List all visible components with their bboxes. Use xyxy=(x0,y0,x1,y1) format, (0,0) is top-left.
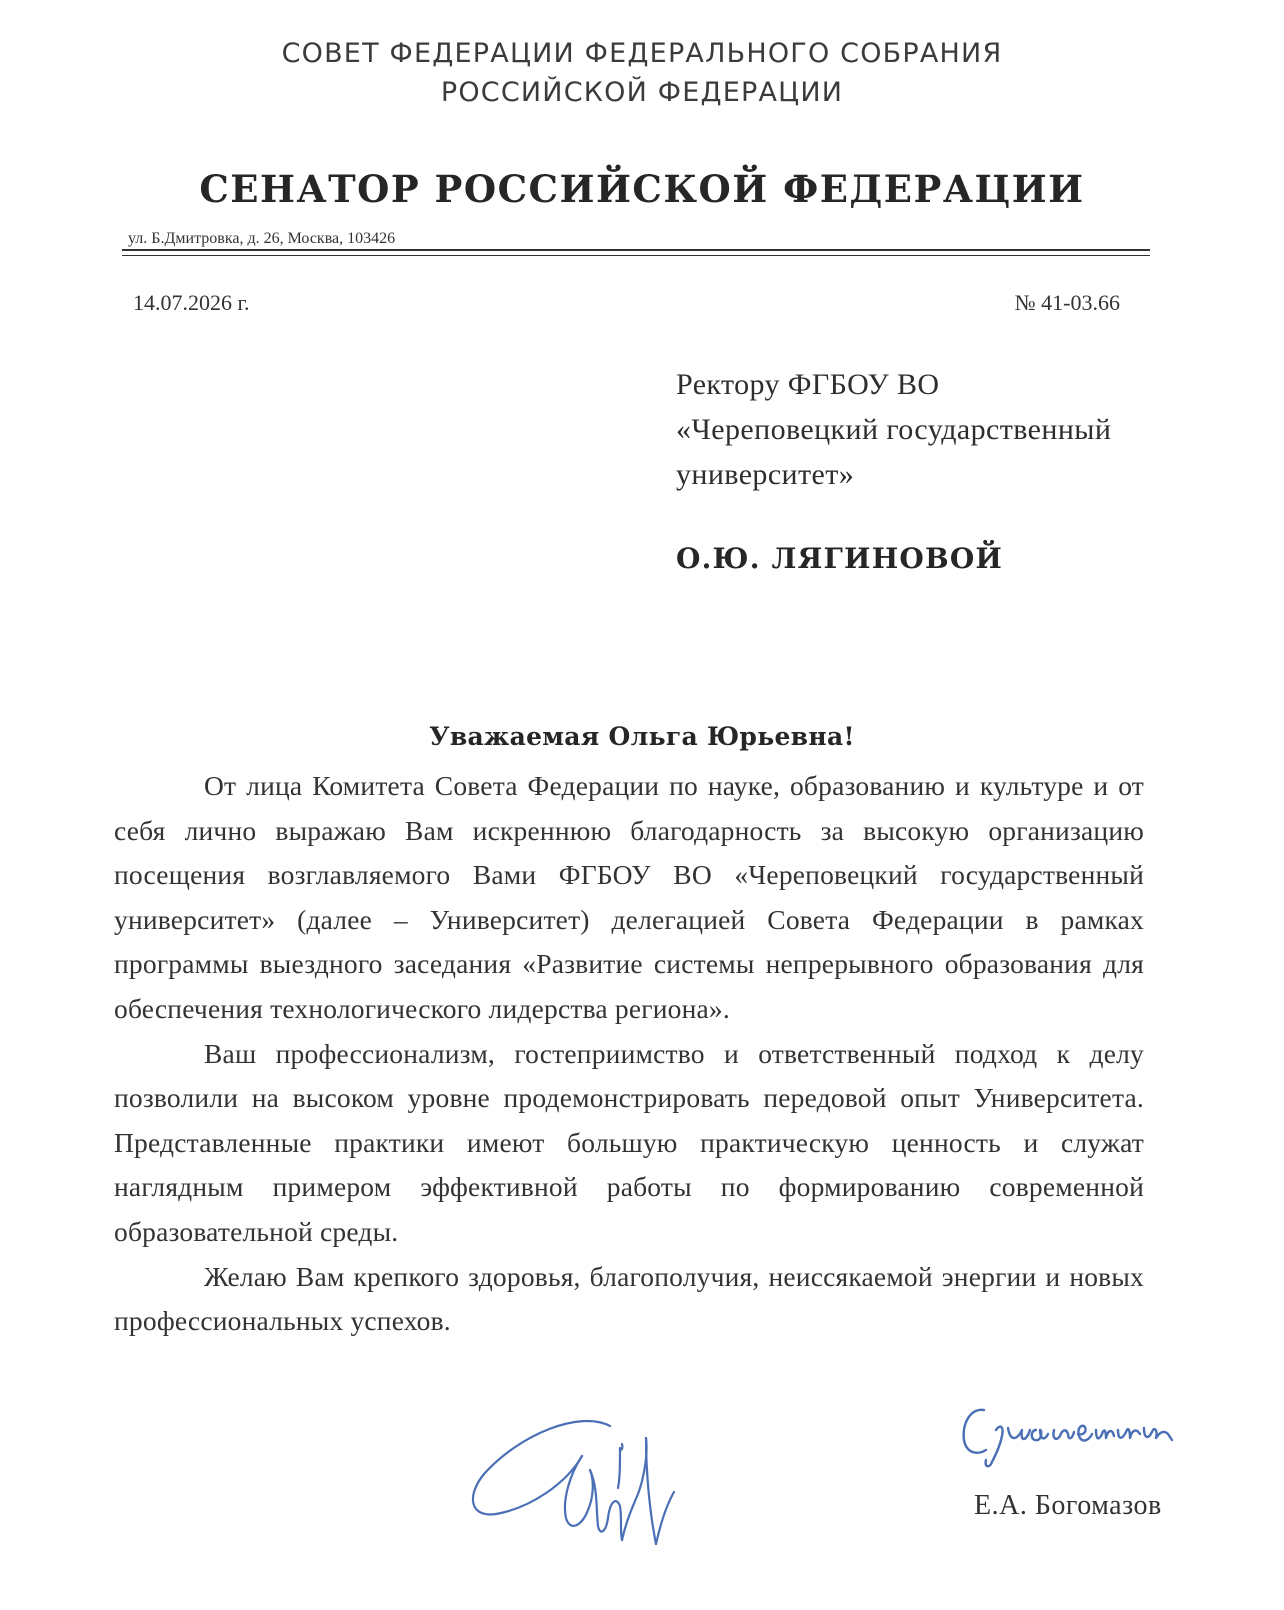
addressee-line: Ректору ФГБОУ ВО xyxy=(676,368,940,401)
body-paragraph: Ваш профессионализм, гостеприимство и ответственный подход к делу позволили на высоком уровне продемонстрировать передовой опыт Университета. Представленные практики имеют большую практическую ценность и служат наглядным примером эффективной работы по формированию современной образовательной среды. xyxy=(114,1037,1144,1247)
letter-number: № 41-03.66 xyxy=(1014,290,1120,315)
handwritten-closing xyxy=(956,1400,1196,1470)
letterhead-rule-thick xyxy=(122,249,1150,251)
addressee-line: университет» xyxy=(676,458,855,491)
header-line-1: СОВЕТ ФЕДЕРАЦИИ ФЕДЕРАЛЬНОГО СОБРАНИЯ xyxy=(281,38,1003,69)
signature xyxy=(470,1414,690,1554)
salutation: Уважаемая Ольга Юрьевна! xyxy=(429,722,855,751)
signer-name: Е.А. Богомазов xyxy=(974,1490,1162,1521)
letterhead-title: СЕНАТОР РОССИЙСКОЙ ФЕДЕРАЦИИ xyxy=(199,167,1085,211)
body-paragraph: От лица Комитета Совета Федерации по науке, образованию и культуре и от себя лично выражаю Вам искреннюю благодарность за высокую организацию посещения возглавляемого Вами ФГБОУ ВО «Череповецкий государственный университет» (далее – Университет) делегацией Совета Федерации в рамках программы выездного заседания «Развитие системы непрерывного образования для обеспечения технологического лидерства региона». xyxy=(114,770,1144,1024)
body-paragraph: Желаю Вам крепкого здоровья, благополучия, неиссякаемой энергии и новых профессиональных успехов. xyxy=(114,1260,1144,1337)
addressee-line: «Череповецкий государственный xyxy=(676,413,1112,446)
letterhead-rule-thin xyxy=(122,255,1150,256)
letter-body xyxy=(114,764,1144,1344)
recipient-name: О.Ю. ЛЯГИНОВОЙ xyxy=(676,542,1004,575)
letterhead-address: ул. Б.Дмитровка, д. 26, Москва, 103426 xyxy=(128,230,396,247)
addressee-block xyxy=(676,362,1196,497)
header-line-2: РОССИЙСКОЙ ФЕДЕРАЦИИ xyxy=(440,77,844,108)
letter-date: 14.07.2026 г. xyxy=(133,290,250,315)
